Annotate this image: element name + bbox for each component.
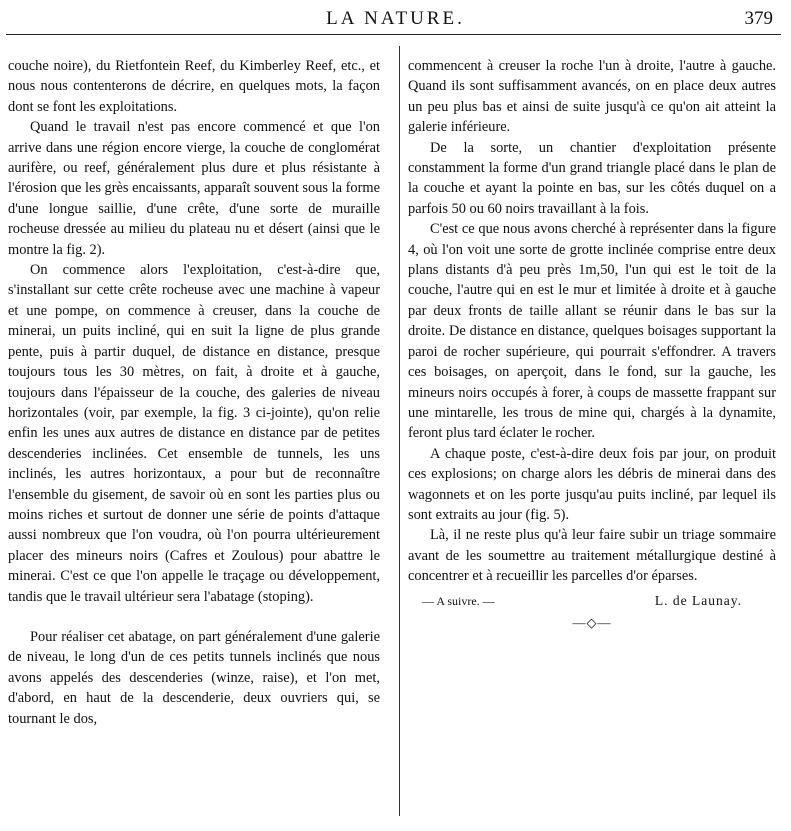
right-column bbox=[408, 56, 776, 633]
left-paragraph-2: Quand le travail n'est pas encore commencé et que l'on arrive dans une région encore vierge, la couche de conglomérat aurifère, ou reef, généralement plus dure et plus résistante à l'érosion que les grès encaissants, apparaît souvent sous la forme d'une longue saillie, d'une crête, d'une sorte de muraille rocheuse dressée au milieu du plateau nu et désert (ainsi que le montre la fig. 2). bbox=[8, 119, 380, 258]
right-paragraph-2: De la sorte, un chantier d'exploitation présente constamment la forme d'un grand triangle placé dans le plan de la couche et ayant la pointe en bas, sur les côtés duquel on a parfois 50 ou 60 noirs travaillant à la fois. bbox=[408, 139, 776, 217]
right-paragraph-3: C'est ce que nous avons cherché à représenter dans la figure 4, où l'on voit une sorte de grotte inclinée comprise entre deux plans distants d'à peu près 1m,50, l'un qui est le toit de la couche, l'autre qui en est le mur et limitée à droite et à gauche par deux fronts de taille allant se réunir dans le bas sur la droite. De distance en distance, quelques boisages supportant la paroi de rocher supérieure, qui pourrait s'effondrer. A travers ces boisages, on aperçoit, dans le fond, sur la gauche, les mineurs noirs occupés à forer, à coups de massette frappant sur une mintarelle, les trous de mine qui, chargés à la dynamite, feront plus tard éclater le rocher. bbox=[408, 221, 776, 442]
to-be-continued-note: — A suivre. — bbox=[422, 593, 495, 608]
page-number: 379 bbox=[744, 8, 773, 29]
left-paragraph-3: On commence alors l'exploitation, c'est-à-dire que, s'installant sur cette crête rocheuse avec une machine à vapeur et une pompe, on commence à creuser, dans la couche de minerai, un puits incliné, qui en suit la ligne de plus grande pente, puis à partir duquel, de distance en distance, presque toujours tous les 30 mètres, on fait, à droite et à gauche, toujours dans l'épaisseur de la couche, des galeries de niveau horizontales (voir, par exemple, la fig. 3 ci-jointe), qu'on relie enfin les unes aux autres de distance en distance par de petites descenderies inclinées. Cet ensemble de tunnels, les uns inclinés, les autres horizontaux, a pour but de reconnaître l'ensemble du gisement, de savoir où en sont les parties plus ou moins riches et surtout de donner une série de points d'attaque aussi nombreux que l'on voudra, où l'on pourra ultérieurement placer des mineurs noirs (Cafres et Zoulous) pour abattre le minerai. C'est ce que l'on appelle le traçage ou développement, tandis que le travail ultérieur sera l'abatage (stoping). bbox=[8, 262, 380, 605]
journal-title: LA NATURE. bbox=[326, 8, 465, 29]
left-column bbox=[8, 56, 380, 729]
right-paragraph-5: Là, il ne reste plus qu'à leur faire subir un triage sommaire avant de les soumettre au traitement métallurgique destiné à concentrer et à recueillir les parcelles d'or éparses. bbox=[408, 527, 776, 585]
column-separator bbox=[399, 46, 400, 816]
left-paragraph-1: couche noire), du Rietfontein Reef, du Kimberley Reef, etc., et nous nous contenterons de décrire, en quelques mots, la façon dont se font les exploitations. bbox=[8, 58, 380, 115]
right-paragraph-4: A chaque poste, c'est-à-dire deux fois par jour, on produit ces explosions; on charge alors les débris de minerai dans des wagonnets et on les porte jusqu'au puits incliné, par lequel ils sont extraits au jour (fig. 5). bbox=[408, 445, 776, 523]
author-name: L. de Launay. bbox=[654, 592, 742, 608]
page-header bbox=[0, 0, 791, 40]
end-ornament: —◇— bbox=[572, 614, 612, 630]
article-signature bbox=[408, 591, 776, 611]
left-paragraph-4: Pour réaliser cet abatage, on part généralement d'une galerie de niveau, le long d'un de ces petits tunnels inclinés que nous avons appelés des descenderies (winze, raise), et l'on met, d'abord, en haut de la descenderie, deux ouvriers qui, se tournant le dos, bbox=[8, 628, 380, 727]
right-paragraph-1: commencent à creuser la roche l'un à droite, l'autre à gauche. Quand ils sont suffisamment avancés, on en place deux autres un peu plus bas et ainsi de suite jusqu'à ce qu'on ait atteint la galerie inférieure. bbox=[408, 58, 776, 136]
header-rule bbox=[6, 34, 781, 35]
